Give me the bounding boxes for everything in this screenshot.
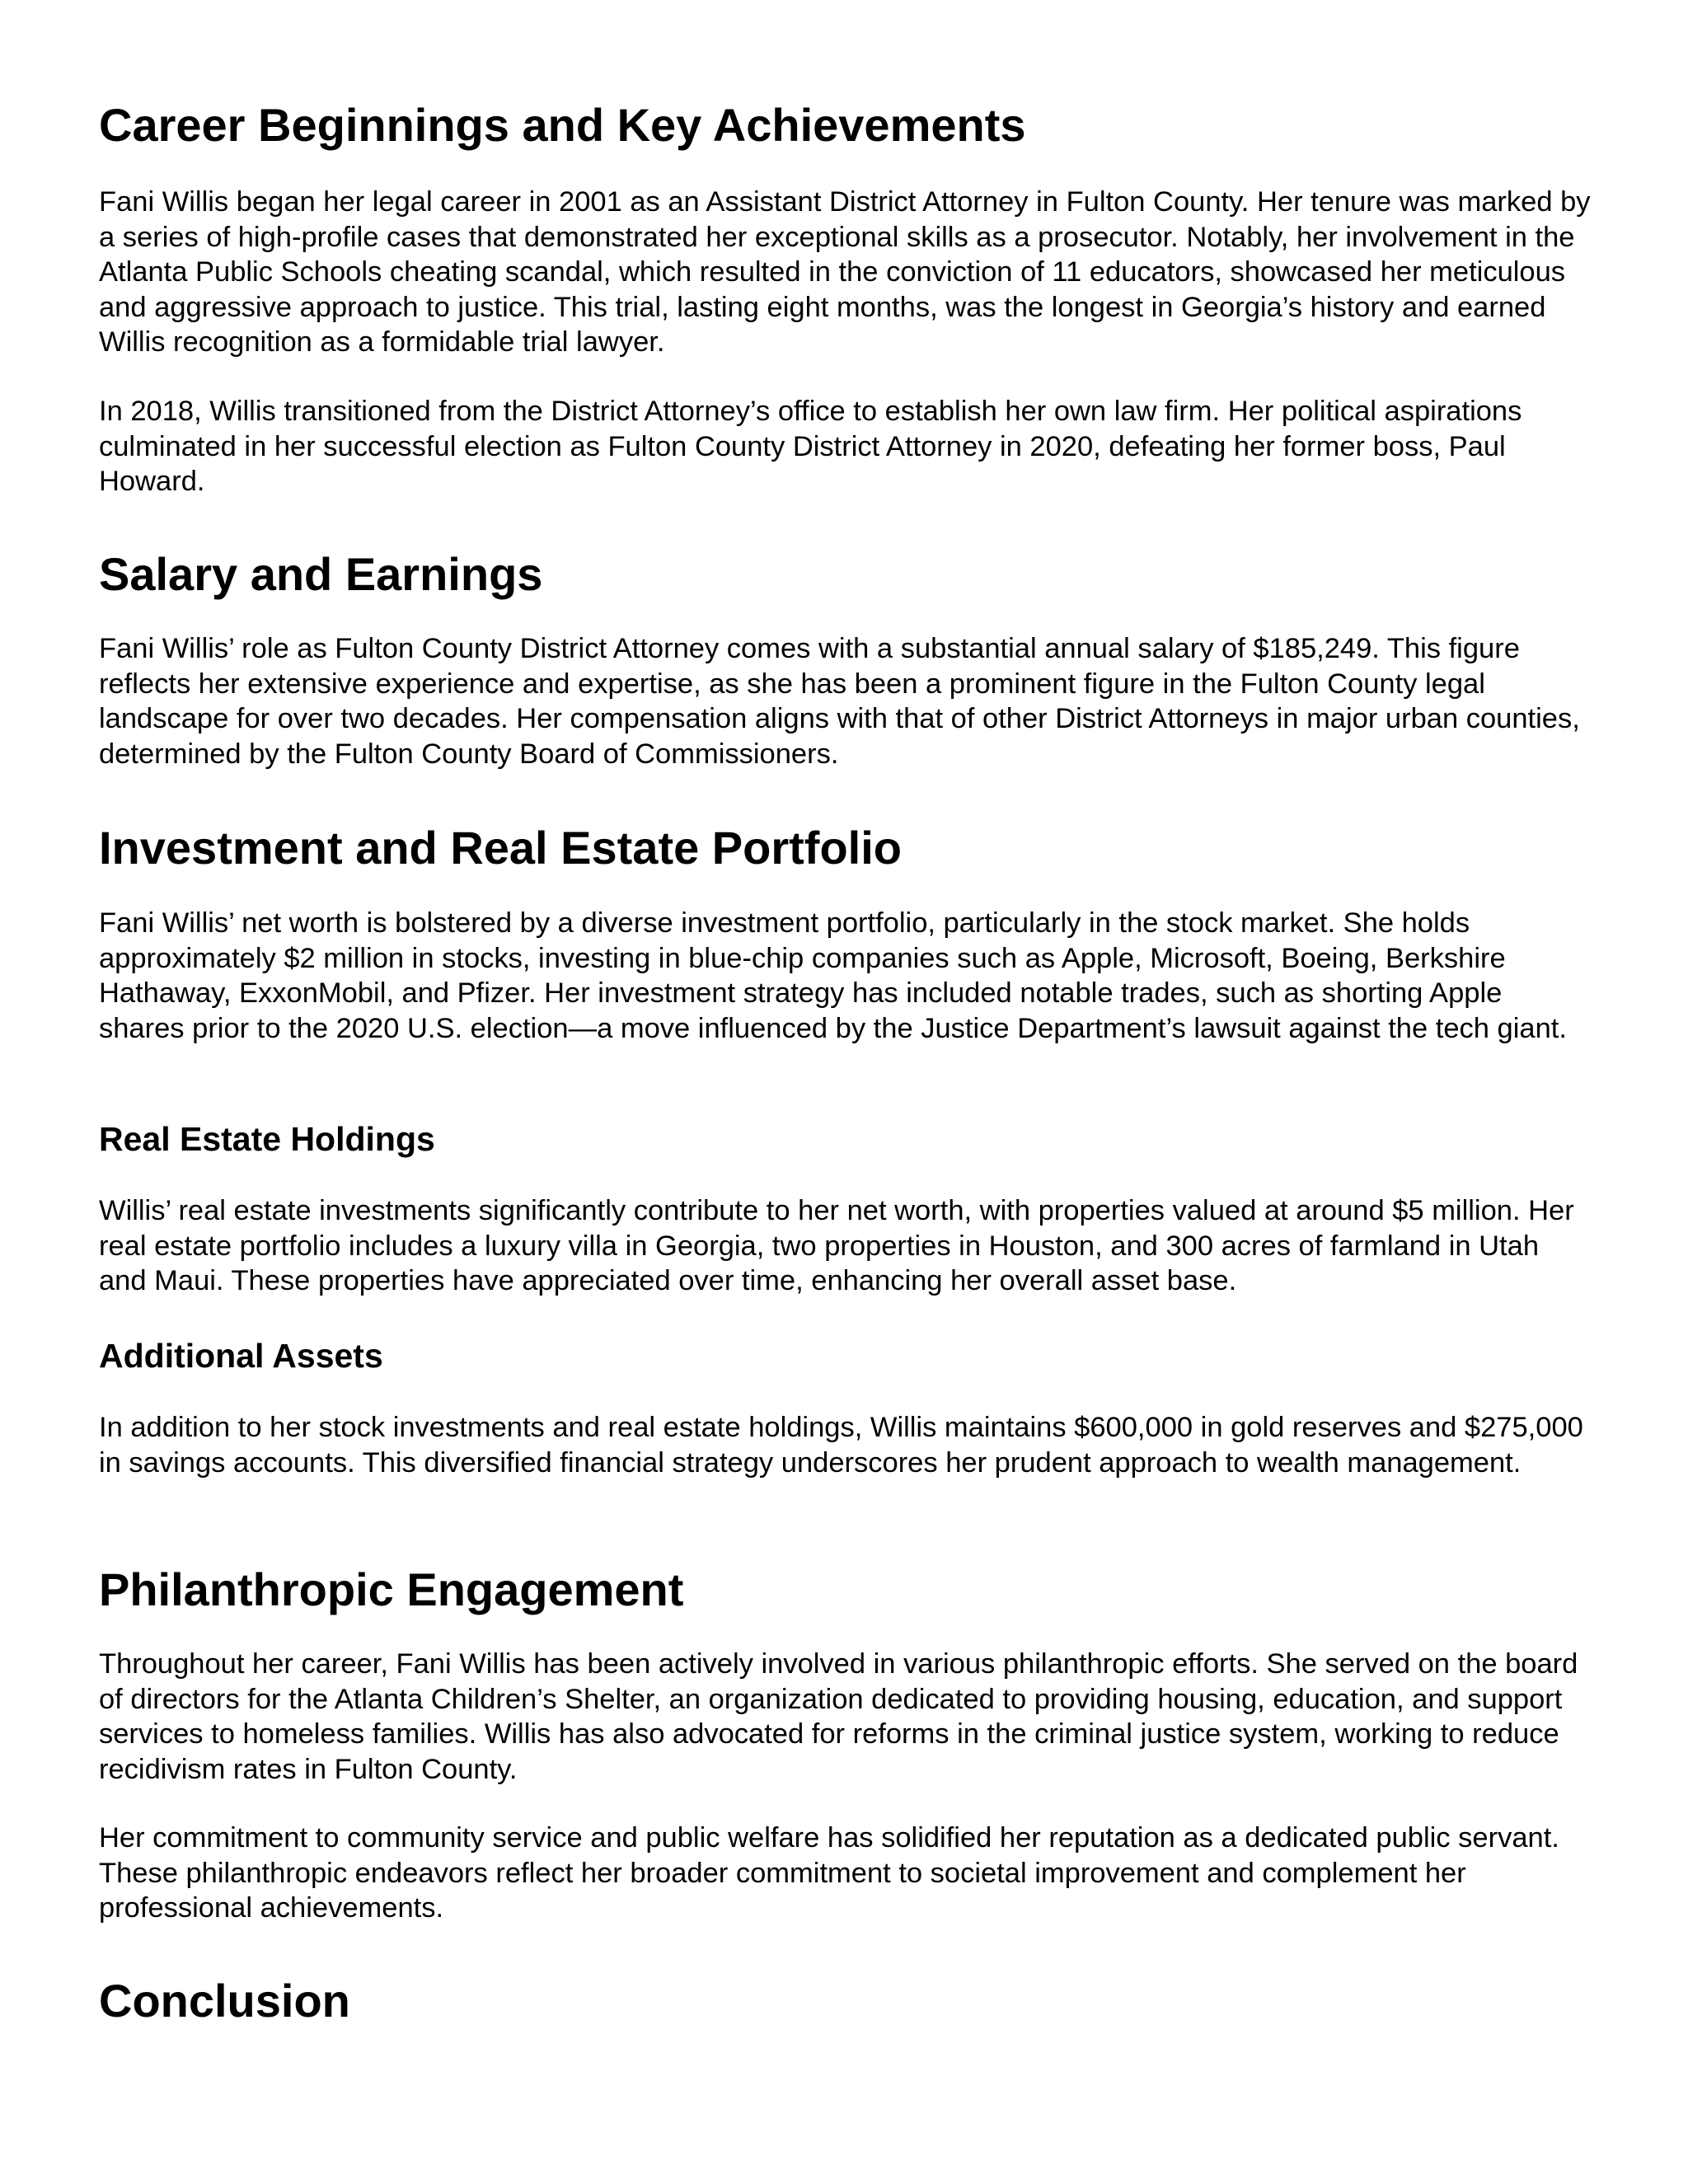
paragraph-career-1: Fani Willis began her legal career in 2001 as an Assistant District Attorney in Fulton County. Her tenure was marked by a series of high-profile cases that demonstrated her exceptional skills as a prosecutor. Notably, her involvement in the Atlanta Public Schools cheating scandal, which resulted in the conviction of 11 educators, showcased her meticulous and aggressive approach to justice. This trial, lasting eight months, was the longest in Georgia’s history and earned Willis recognition as a formidable trial lawyer. — [99, 186, 1591, 358]
paragraph-salary-1: Fani Willis’ role as Fulton County District Attorney comes with a substantial annual salary of $185,249. This figure reflects her extensive experience and expertise, as she has been a prominent figure in the Fulton County legal landscape for over two decades. Her compensation aligns with that of other District Attorneys in major urban counties, determined by the Fulton County Board of Commissioners. — [99, 633, 1580, 770]
section-heading-philanthropy: Philanthropic Engagement — [99, 1563, 684, 1615]
section-heading-salary: Salary and Earnings — [99, 548, 543, 600]
section-heading-investment: Investment and Real Estate Portfolio — [99, 822, 902, 874]
paragraph-philanthropy-2: Her commitment to community service and public welfare has solidified her reputation as a dedicated public servant. These philanthropic endeavors reflect her broader commitment to societal improvement and complement her professional achievements. — [99, 1822, 1559, 1924]
subsection-heading-additional-assets: Additional Assets — [99, 1337, 383, 1375]
section-heading-career: Career Beginnings and Key Achievements — [99, 99, 1026, 151]
paragraph-investment-1: Fani Willis’ net worth is bolstered by a diverse investment portfolio, particularly in the stock market. She holds approximately $2 million in stocks, investing in blue-chip companies such as Apple, Microsoft, Boeing, Berkshire Hathaway, ExxonMobil, and Pfizer. Her investment strategy has included notable trades, such as shorting Apple shares prior to the 2020 U.S. election—a move influenced by the Justice Department’s lawsuit against the tech giant. — [99, 907, 1567, 1044]
subsection-heading-real-estate: Real Estate Holdings — [99, 1120, 435, 1158]
paragraph-philanthropy-1: Throughout her career, Fani Willis has been actively involved in various philanthropic efforts. She served on the board of directors for the Atlanta Children’s Shelter, an organization dedicated to providing housing, education, and support services to homeless families. Willis has also advocated for reforms in the criminal justice system, working to reduce recidivism rates in Fulton County. — [99, 1648, 1578, 1785]
paragraph-career-2: In 2018, Willis transitioned from the District Attorney’s office to establish her own law firm. Her political aspirations culminated in her successful election as Fulton County District Attorney in 2020, defeating her former boss, Paul Howard. — [99, 396, 1522, 497]
paragraph-real-estate-1: Willis’ real estate investments significantly contribute to her net worth, with properties valued at around $5 million. Her real estate portfolio includes a luxury villa in Georgia, two properties in Houston, and 300 acres of farmland in Utah and Maui. These properties have appreciated over time, enhancing her overall asset base. — [99, 1195, 1574, 1296]
section-heading-conclusion: Conclusion — [99, 1975, 350, 2027]
paragraph-additional-assets-1: In addition to her stock investments and real estate holdings, Willis maintains $600,000 in gold reserves and $275,000 in savings accounts. This diversified financial strategy underscores her prudent approach to wealth management. — [99, 1412, 1583, 1479]
